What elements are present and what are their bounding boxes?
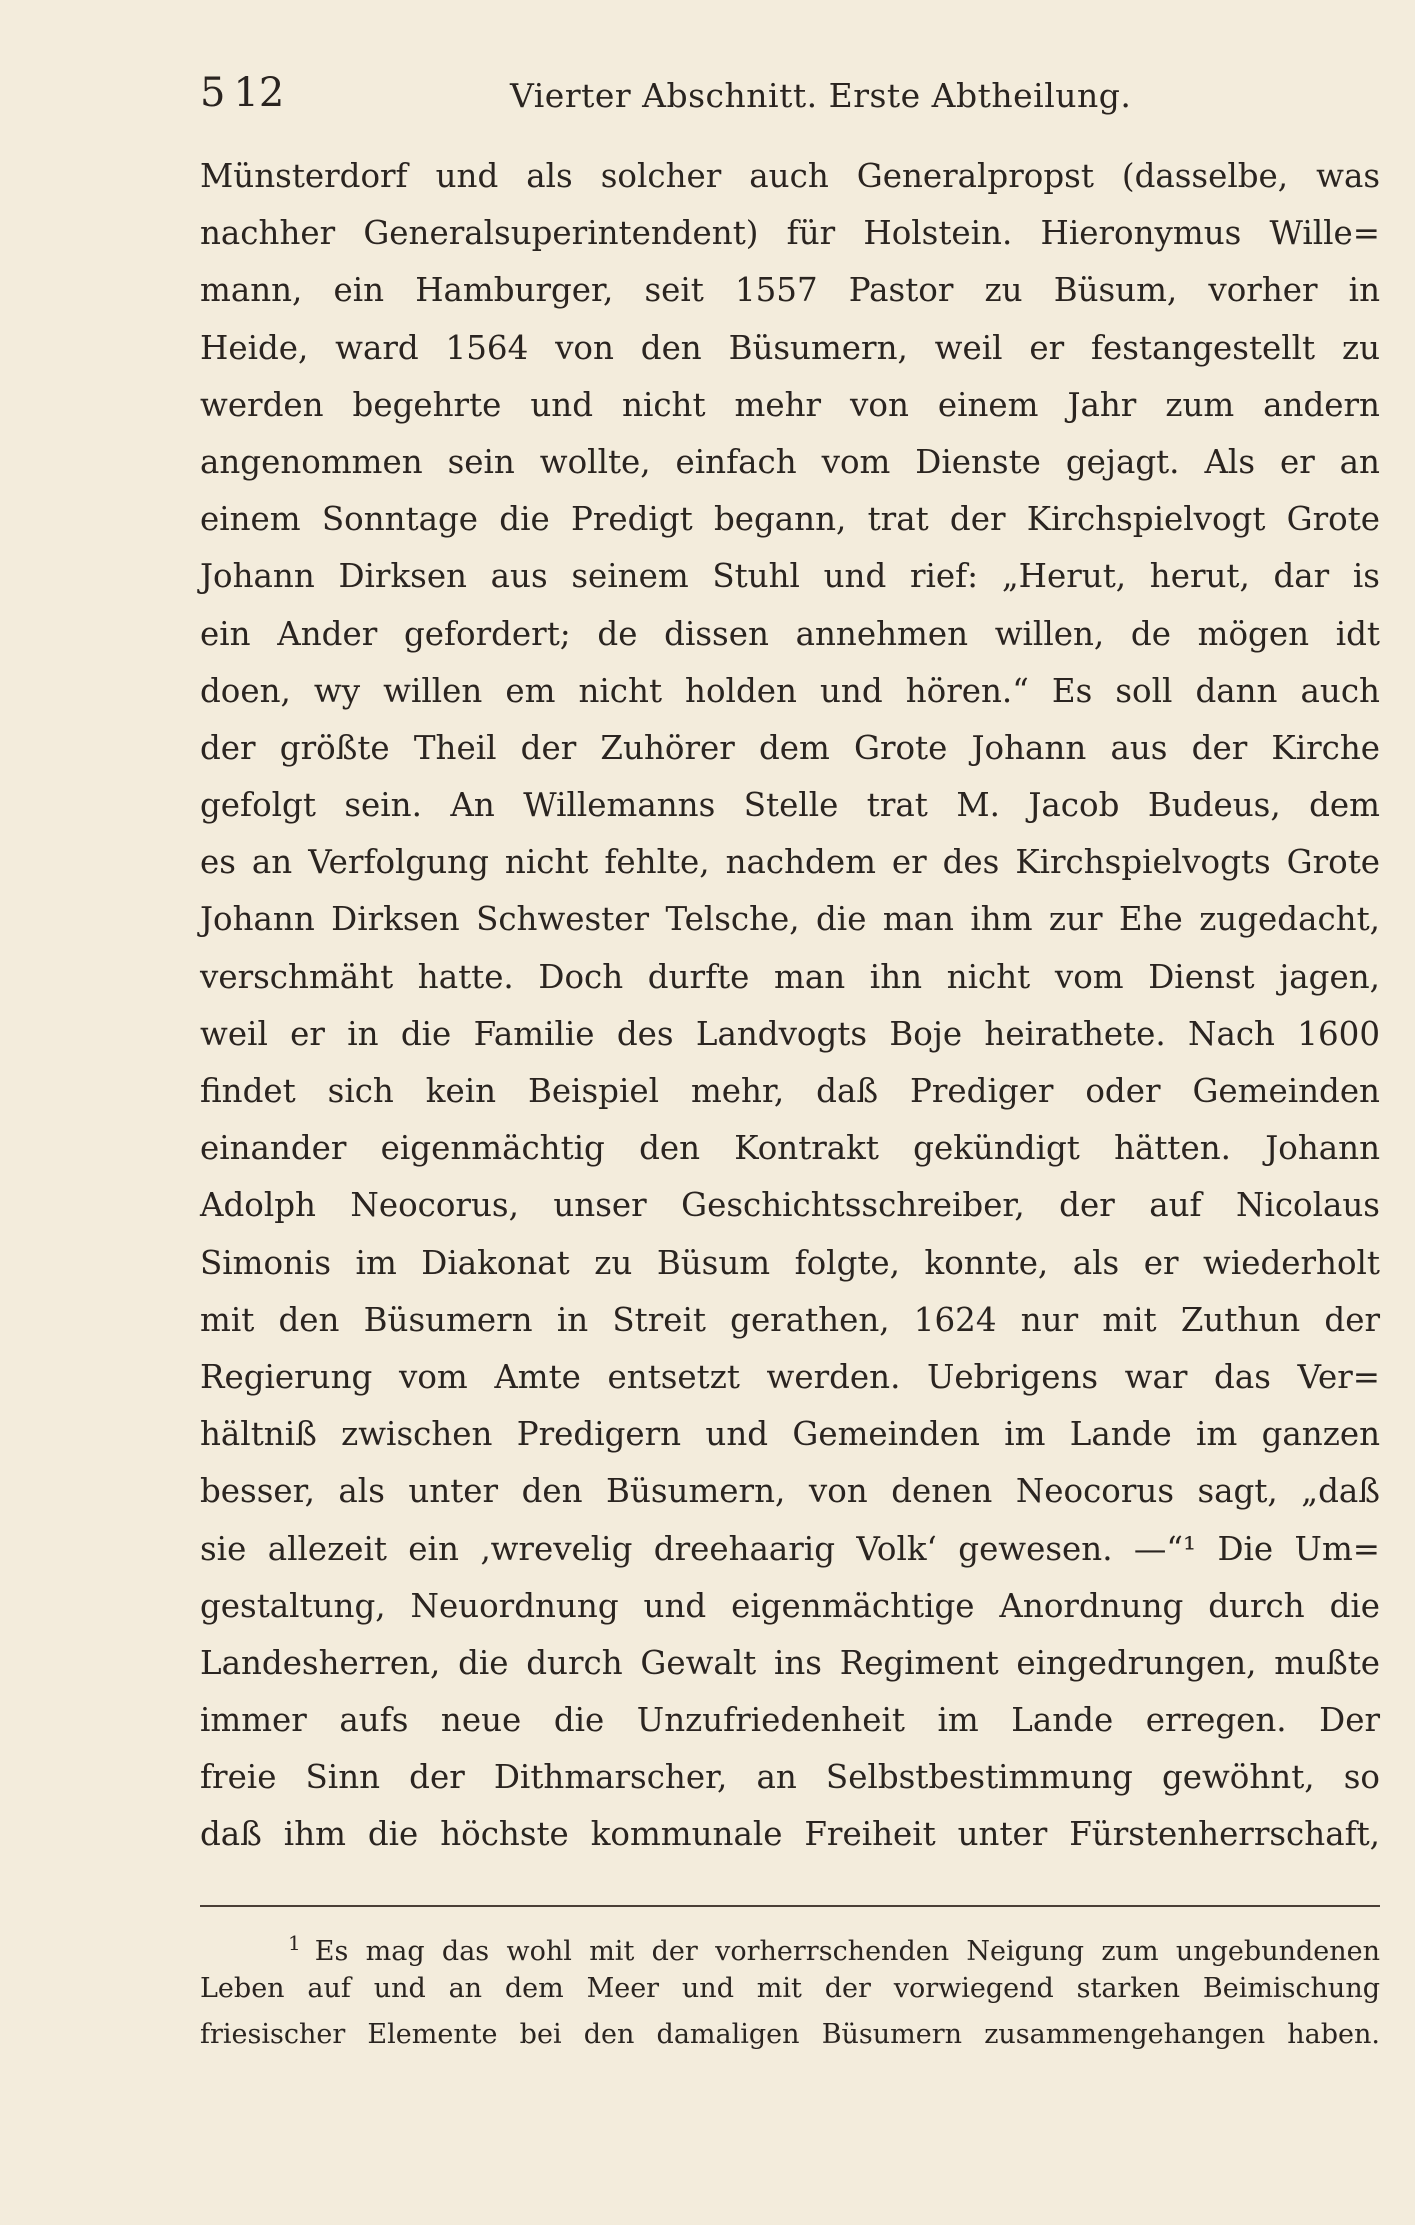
text-line: angenommen sein wollte, einfach vom Dienste gejagt. Als er an <box>200 442 1380 481</box>
text-line: einem Sonntage die Predigt begann, trat der Kirchspielvogt Grote <box>200 500 1380 539</box>
text-line: weil er in die Familie des Landvogts Boje heirathete. Nach 1600 <box>200 1014 1380 1053</box>
text-line: Adolph Neocorus, unser Geschichtsschreiber, der auf Nicolaus <box>200 1186 1380 1225</box>
text-line: mann, ein Hamburger, seit 1557 Pastor zu Büsum, vorher in <box>200 271 1380 310</box>
text-line: einander eigenmächtig den Kontrakt gekündigt hätten. Johann <box>200 1129 1380 1168</box>
text-line: Simonis im Diakonat zu Büsum folgte, konnte, als er wiederholt <box>200 1243 1380 1282</box>
footnote-line: friesischer Elemente bei den damaligen Büsumern zusammengehangen haben. <box>200 2019 1380 2050</box>
text-line: nachher Generalsuperintendent) für Holstein. Hieronymus Wille= <box>200 214 1380 253</box>
text-line: Regierung vom Amte entsetzt werden. Uebrigens war das Ver= <box>200 1357 1380 1396</box>
text-line: verschmäht hatte. Doch durfte man ihn nicht vom Dienst jagen, <box>200 957 1380 996</box>
footnote-marker: 1 <box>288 1931 301 1955</box>
text-line: besser, als unter den Büsumern, von denen Neocorus sagt, „daß <box>200 1472 1380 1511</box>
footnote-line <box>200 1920 1380 1966</box>
text-line: es an Verfolgung nicht fehlte, nachdem er des Kirchspielvogts Grote <box>200 843 1380 882</box>
text-line: Johann Dirksen aus seinem Stuhl und rief: „Herut, herut, dar is <box>200 557 1380 596</box>
text-line: freie Sinn der Dithmarscher, an Selbstbestimmung gewöhnt, so <box>200 1758 1380 1797</box>
text-line: sie allezeit ein ‚wrevelig dreehaarig Volk‘ gewesen. —“¹ Die Um= <box>200 1529 1380 1568</box>
footnote-divider <box>200 1905 1380 1907</box>
text-line: daß ihm die höchste kommunale Freiheit unter Fürstenherrschaft, <box>200 1815 1380 1854</box>
footnote-line: Leben auf und an dem Meer und mit der vorwiegend starken Beimischung <box>200 1973 1380 2004</box>
footnote-text: Es mag das wohl mit der vorherrschenden Neigung zum ungebundenen <box>314 1936 1380 1967</box>
page-header <box>200 60 1380 120</box>
text-line: mit den Büsumern in Streit gerathen, 1624 nur mit Zuthun der <box>200 1300 1380 1339</box>
text-line: Landesherren, die durch Gewalt ins Regiment eingedrungen, mußte <box>200 1643 1380 1682</box>
text-line: doen, wy willen em nicht holden und hören.“ Es soll dann auch <box>200 671 1380 710</box>
text-line: werden begehrte und nicht mehr von einem Jahr zum andern <box>200 385 1380 424</box>
text-line: gefolgt sein. An Willemanns Stelle trat M. Jacob Budeus, dem <box>200 786 1380 825</box>
text-line: ein Ander gefordert; de dissen annehmen willen, de mögen idt <box>200 614 1380 653</box>
footnote <box>200 1920 1380 2058</box>
running-head: Vierter Abschnitt. Erste Abtheilung. <box>510 76 1132 115</box>
page-number: 5 12 <box>200 70 285 116</box>
text-line: der größte Theil der Zuhörer dem Grote Johann aus der Kirche <box>200 728 1380 767</box>
text-line: Johann Dirksen Schwester Telsche, die man ihm zur Ehe zugedacht, <box>200 900 1380 939</box>
text-line: Münsterdorf und als solcher auch Generalpropst (dasselbe, was <box>200 157 1380 195</box>
text-line: Heide, ward 1564 von den Büsumern, weil er festangestellt zu <box>200 328 1380 367</box>
text-line: findet sich kein Beispiel mehr, daß Prediger oder Gemeinden <box>200 1072 1380 1110</box>
text-line: hältniß zwischen Predigern und Gemeinden im Lande im ganzen <box>200 1415 1380 1454</box>
body-text <box>200 148 1380 1864</box>
text-line: immer aufs neue die Unzufriedenheit im Lande erregen. Der <box>200 1701 1380 1740</box>
text-line: gestaltung, Neuordnung und eigenmächtige Anordnung durch die <box>200 1586 1380 1625</box>
